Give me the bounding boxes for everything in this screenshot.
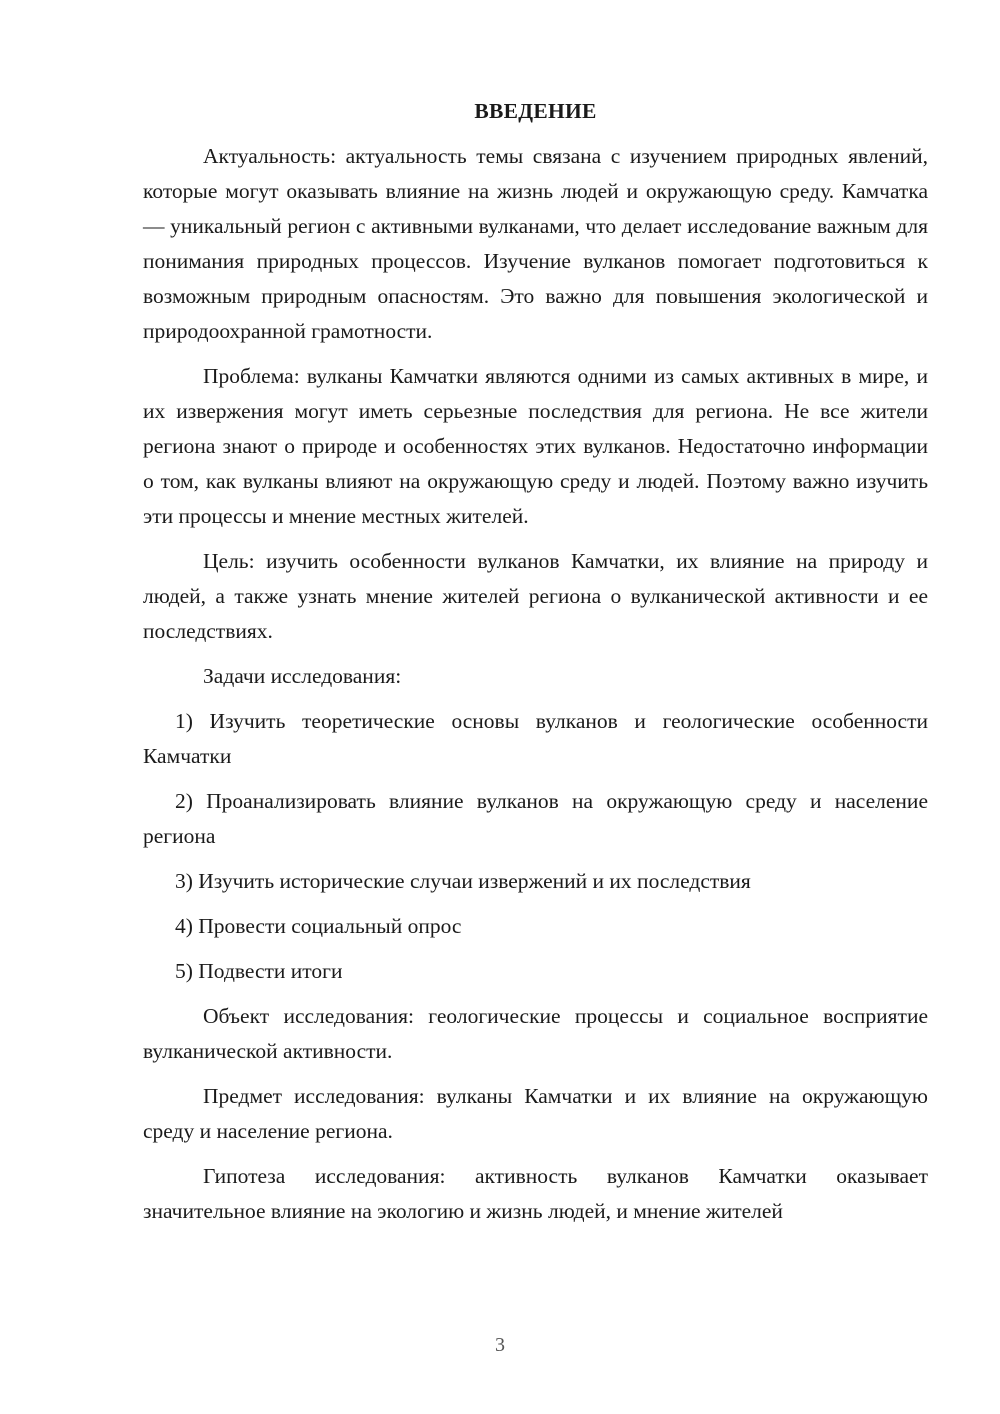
task-item: 1) Изучить теоретические основы вулканов и геологические особенности Камчатки — [143, 709, 928, 768]
tasks-heading: Задачи исследования: — [203, 664, 402, 688]
task-item: 2) Проанализировать влияние вулканов на окружающую среду и население региона — [143, 789, 928, 848]
paragraph-object: Объект исследования: геологические процессы и социальное восприятие вулканической активности. — [143, 1004, 928, 1063]
paragraph-subject: Предмет исследования: вулканы Камчатки и их влияние на окружающую среду и население региона. — [143, 1084, 928, 1143]
paragraph-hypothesis: Гипотеза исследования: активность вулканов Камчатки оказывает значительное влияние на экологию и жизнь людей, и мнение жителей — [143, 1164, 928, 1223]
section-title: ВВЕДЕНИЕ — [474, 99, 597, 123]
task-item: 4) Провести социальный опрос — [175, 914, 462, 938]
task-item: 5) Подвести итоги — [175, 959, 343, 983]
paragraph-problem: Проблема: вулканы Камчатки являются одними из самых активных в мире, и их извержения могут иметь серьезные последствия для региона. Не все жители региона знают о природе и особенностях этих вулканов. Недостаточно информации о том, как вулканы влияют на окружающую среду и людей. Поэтому важно изучить эти процессы и мнение местных жителей. — [143, 364, 928, 528]
page-number: 3 — [495, 1334, 505, 1356]
paragraph-relevance: Актуальность: актуальность темы связана с изучением природных явлений, которые могут оказывать влияние на жизнь людей и окружающую среду. Камчатка — уникальный регион с активными вулканами, что делает исследование важным для понимания природных процессов. Изучение вулканов помогает подготовиться к возможным природным опасностям. Это важно для повышения экологической и природоохранной грамотности. — [143, 144, 928, 343]
document-page — [143, 94, 928, 1239]
task-item: 3) Изучить исторические случаи извержений и их последствия — [175, 869, 751, 893]
paragraph-goal: Цель: изучить особенности вулканов Камчатки, их влияние на природу и людей, а также узнать мнение жителей региона о вулканической активности и ее последствиях. — [143, 549, 928, 643]
